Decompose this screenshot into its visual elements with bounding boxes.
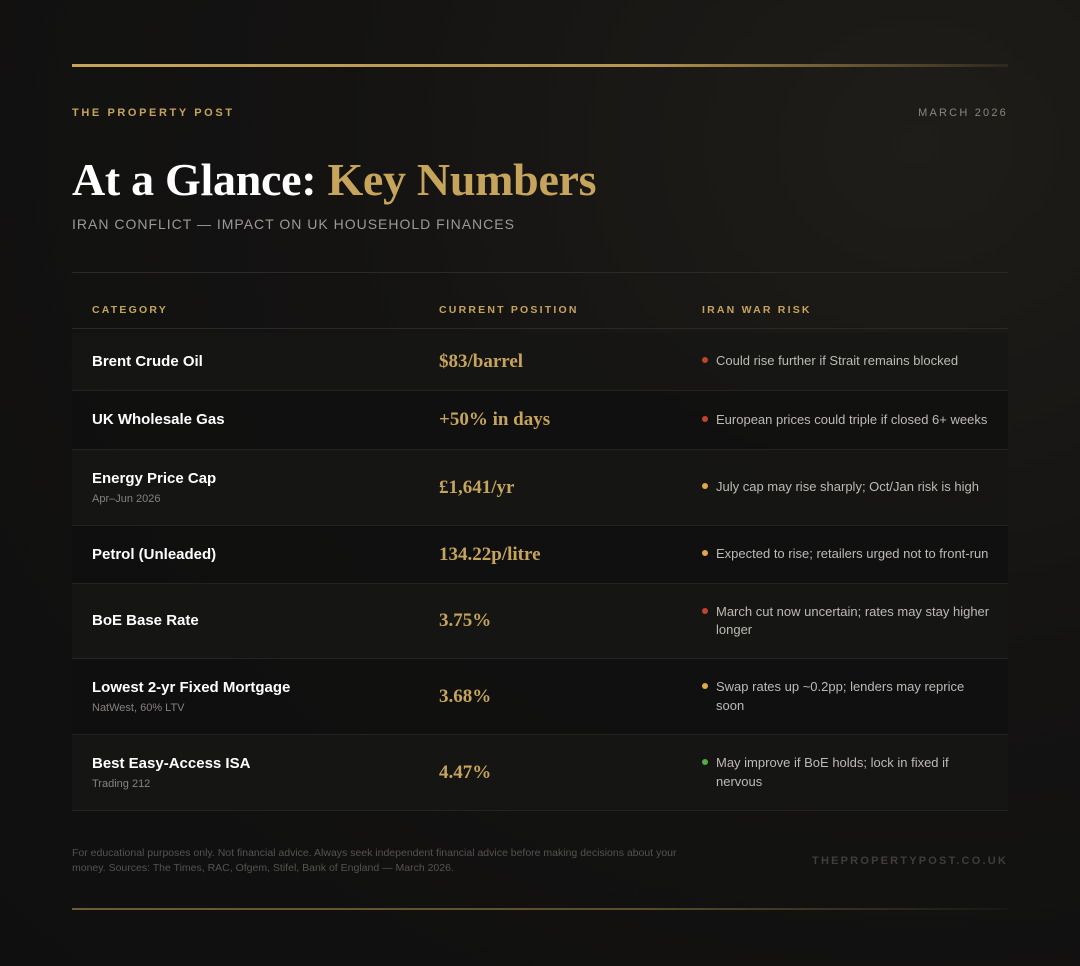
category-name: Energy Price Cap [92,470,217,487]
category-cell [72,470,419,505]
risk-level-dot-icon [702,683,708,689]
risk-cell [682,478,1008,497]
current-position-value: 4.47% [439,761,492,783]
title-lead: At a Glance: [72,154,317,205]
risk-cell [682,603,1008,640]
disclaimer-footnote: For educational purposes only. Not financial advice. Always seek independent financial advice before making decisions about your money. Sources: The Times, RAC, Ofgem, Stifel, Bank of England — March 2026. [72,847,677,874]
risk-description: Swap rates up ~0.2pp; lenders may reprice soon [716,679,965,713]
issue-date: MARCH 2026 [918,107,1008,119]
risk-description: Expected to rise; retailers urged not to front-run [716,546,989,562]
current-position-value: 134.22p/litre [439,543,541,565]
risk-cell [682,411,1008,430]
category-name: Brent Crude Oil [92,352,203,370]
table-body [72,333,1008,811]
current-position-value: £1,641/yr [439,476,515,498]
table-row [72,735,1008,811]
header-divider [72,272,1008,273]
risk-cell [682,754,1008,791]
category-name: Lowest 2-yr Fixed Mortgage [92,679,291,696]
category-detail: Trading 212 [92,778,151,790]
top-divider [72,64,1008,67]
column-header-iran-war-risk: IRAN WAR RISK [702,304,812,316]
current-position-value: $83/barrel [439,350,524,372]
risk-description: European prices could triple if closed 6+ weeks [716,411,988,427]
risk-level-dot-icon [702,357,708,363]
table-row [72,584,1008,659]
risk-cell [682,678,1008,715]
table-row [72,333,1008,391]
risk-level-dot-icon [702,416,708,422]
table-header [72,292,1008,329]
risk-cell [682,545,1008,564]
category-cell [72,353,419,371]
brand-name: THE PROPERTY POST [72,107,235,119]
risk-level-dot-icon [702,550,708,556]
category-name: Petrol (Unleaded) [92,545,217,563]
category-detail: Apr–Jun 2026 [92,493,161,505]
table-row [72,450,1008,526]
category-name: Best Easy-Access ISA [92,755,251,772]
table-row [72,659,1008,735]
category-name: BoE Base Rate [92,612,199,629]
risk-description: May improve if BoE holds; lock in fixed if nervous [716,755,949,789]
risk-level-dot-icon [702,759,708,765]
website-url: THEPROPERTYPOST.CO.UK [812,855,1008,867]
risk-level-dot-icon [702,608,708,614]
category-detail: NatWest, 60% LTV [92,702,185,714]
category-cell [72,612,419,630]
current-position-value: 3.75% [439,610,492,631]
current-position-value: +50% in days [439,409,551,430]
category-cell [72,679,419,714]
column-header-category: CATEGORY [92,304,168,316]
risk-level-dot-icon [702,483,708,489]
table-row [72,526,1008,584]
current-position-value: 3.68% [439,685,492,707]
bottom-divider [72,908,1008,910]
risk-cell [682,352,1008,371]
column-header-current-position: CURRENT POSITION [439,304,579,316]
risk-description: Could rise further if Strait remains blocked [716,353,959,369]
category-name: UK Wholesale Gas [92,411,225,428]
risk-description: July cap may rise sharply; Oct/Jan risk is high [716,479,979,495]
table-row [72,391,1008,450]
risk-description: March cut now uncertain; rates may stay higher longer [716,603,990,637]
category-cell [72,411,419,429]
title-highlight: Key Numbers [327,154,597,205]
page-title [72,152,596,208]
page-subtitle: IRAN CONFLICT — IMPACT ON UK HOUSEHOLD FINANCES [72,216,515,232]
category-cell [72,755,419,790]
key-numbers-table [72,292,1008,811]
category-cell [72,546,419,564]
